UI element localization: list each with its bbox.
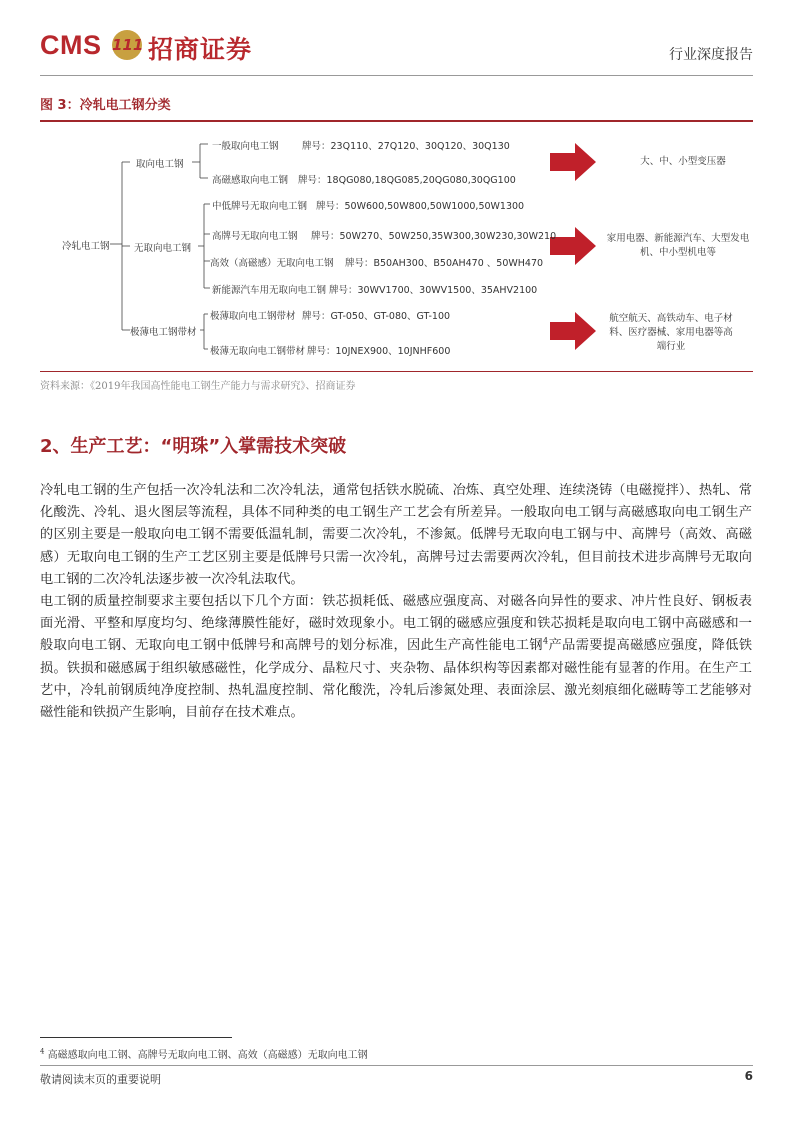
- paragraph-process: 冷轧电工钢的生产包括一次冷轧法和二次冷轧法，通常包括铁水脱硫、冶炼、真空处理、连续浇铸（电磁搅拌）、热轧、常化酸洗、冷轧、退火图层等流程，具体不同种类的电工钢生产工艺会有所差异。一般取向电工钢与高磁感取向电工钢生产的区别主要是一般取向电工钢不需要低温轧制，需要二次冷轧，不渗氮。低牌号无取向电工钢与中、高牌号（高效、高磁感）无取向电工钢的生产工艺区别主要是低牌号只需一次冷轧，高牌号过去需要两次冷轧，但目前技术进步高牌号无取向电工钢的二次冷轧法逐步被一次冷轧法取代。: [40, 483, 752, 587]
- header-divider: [40, 75, 753, 76]
- item-low-grade-no: 中低牌号无取向电工钢: [212, 201, 308, 212]
- item-ultra-thin-go: 极薄取向电工钢带材: [210, 311, 296, 322]
- item-nev-no: 新能源汽车用无取向电工钢: [212, 285, 327, 296]
- footnote-ref[interactable]: 4: [543, 637, 549, 647]
- page-number: 6: [744, 1069, 753, 1083]
- category-ultra-thin: 极薄电工钢带材: [130, 327, 197, 338]
- item-ultra-thin-no: 极薄无取向电工钢带材: [210, 346, 306, 357]
- footer-disclaimer: 敬请阅读末页的重要说明: [40, 1073, 161, 1086]
- footer-divider: [40, 1065, 753, 1066]
- figure-bottom-rule: [40, 371, 753, 372]
- paragraph-quality-part2: 产品需要提高磁感应强度，降低铁损。铁损和磁感属于组织敏感磁性，化学成分、晶粒尺寸、夹杂物、晶体织构等因素都对磁性能有显著的作用。在生产工艺中，冷轧前钢质纯净度控制、热轧温度控制、常化酸洗，冷轧后渗氮处理、表面涂层、激光刻痕细化磁畴等工艺能够对磁性能和铁损产生影响，目前存在技术难点。: [40, 638, 753, 721]
- logo-mark-icon: 111: [112, 30, 142, 60]
- footnote: [40, 1046, 368, 1061]
- page-header: [40, 28, 753, 74]
- application-non-oriented: 家用电器、新能源汽车、大型发电机、中小型机电等: [606, 233, 750, 258]
- report-type: 行业深度报告: [669, 47, 753, 63]
- grades-high-permeability-go: 牌号：18QG080,18QG085,20QG080,30QG100: [298, 175, 516, 186]
- paragraph-quality: [40, 591, 752, 724]
- arrow-shape-3: [550, 312, 596, 350]
- footnote-divider: [40, 1037, 232, 1038]
- paragraph-quality-part1: 电工钢的质量控制要求主要包括以下几个方面：铁芯损耗低、磁感应强度高、对磁各向异性的要求、冲片性良好、钢板表面光滑、平整和厚度均匀、绝缘薄膜性能好，磁时效现象小。电工钢的磁感应强度和铁芯损耗是取向电工钢中高磁感和一般取向电工钢、无取向电工钢中低牌号和高牌号的划分标准，因此生产高性能电工钢: [40, 594, 752, 654]
- grades-ultra-thin-go: 牌号：GT-050、GT-080、GT-100: [302, 311, 451, 322]
- logo-cms-text: CMS: [40, 30, 102, 60]
- figure-source: 资料来源：《2019年我国高性能电工钢生产能力与需求研究》、招商证券: [40, 381, 356, 392]
- grades-high-efficiency-no: 牌号：B50AH300、B50AH470 、50WH470: [345, 258, 544, 269]
- classification-tree: [40, 122, 753, 370]
- grades-general-go: 牌号：23Q110、27Q120、30Q120、30Q130: [302, 141, 510, 152]
- footnote-mark: 4: [40, 1047, 45, 1056]
- category-non-oriented: 无取向电工钢: [134, 243, 192, 254]
- grades-nev-no: 牌号：30WV1700、30WV1500、35AHV2100: [329, 285, 538, 296]
- footnote-text: 高磁感取向电工钢、高牌号无取向电工钢、高效（高磁感）无取向电工钢: [47, 1050, 368, 1061]
- logo-company-name: 招商证券: [148, 35, 253, 64]
- grades-low-grade-no: 牌号：50W600,50W800,50W1000,50W1300: [316, 201, 525, 212]
- tree-root: 冷轧电工钢: [62, 241, 110, 252]
- section-heading: 2、生产工艺：“明珠”入掌需技术突破: [40, 436, 347, 457]
- grades-high-grade-no: 牌号：50W270、50W250,35W300,30W230,30W210: [311, 231, 557, 242]
- item-high-permeability-go: 高磁感取向电工钢: [212, 175, 289, 186]
- arrow-shape-2: [550, 227, 596, 265]
- category-grain-oriented: 取向电工钢: [136, 159, 184, 170]
- figure-title: 图 3：冷轧电工钢分类: [40, 98, 171, 113]
- item-high-grade-no: 高牌号无取向电工钢: [212, 231, 298, 242]
- item-high-efficiency-no: 高效（高磁感）无取向电工钢: [210, 258, 334, 269]
- arrow-shape-1: [550, 143, 596, 181]
- grades-ultra-thin-no: 牌号：10JNEX900、10JNHF600: [307, 346, 451, 357]
- application-ultra-thin: 航空航天、高铁动车、电子材料、医疗器械、家用电器等高端行业: [609, 313, 733, 352]
- application-grain-oriented: 大、中、小型变压器: [640, 156, 726, 167]
- item-general-go: 一般取向电工钢: [212, 141, 279, 152]
